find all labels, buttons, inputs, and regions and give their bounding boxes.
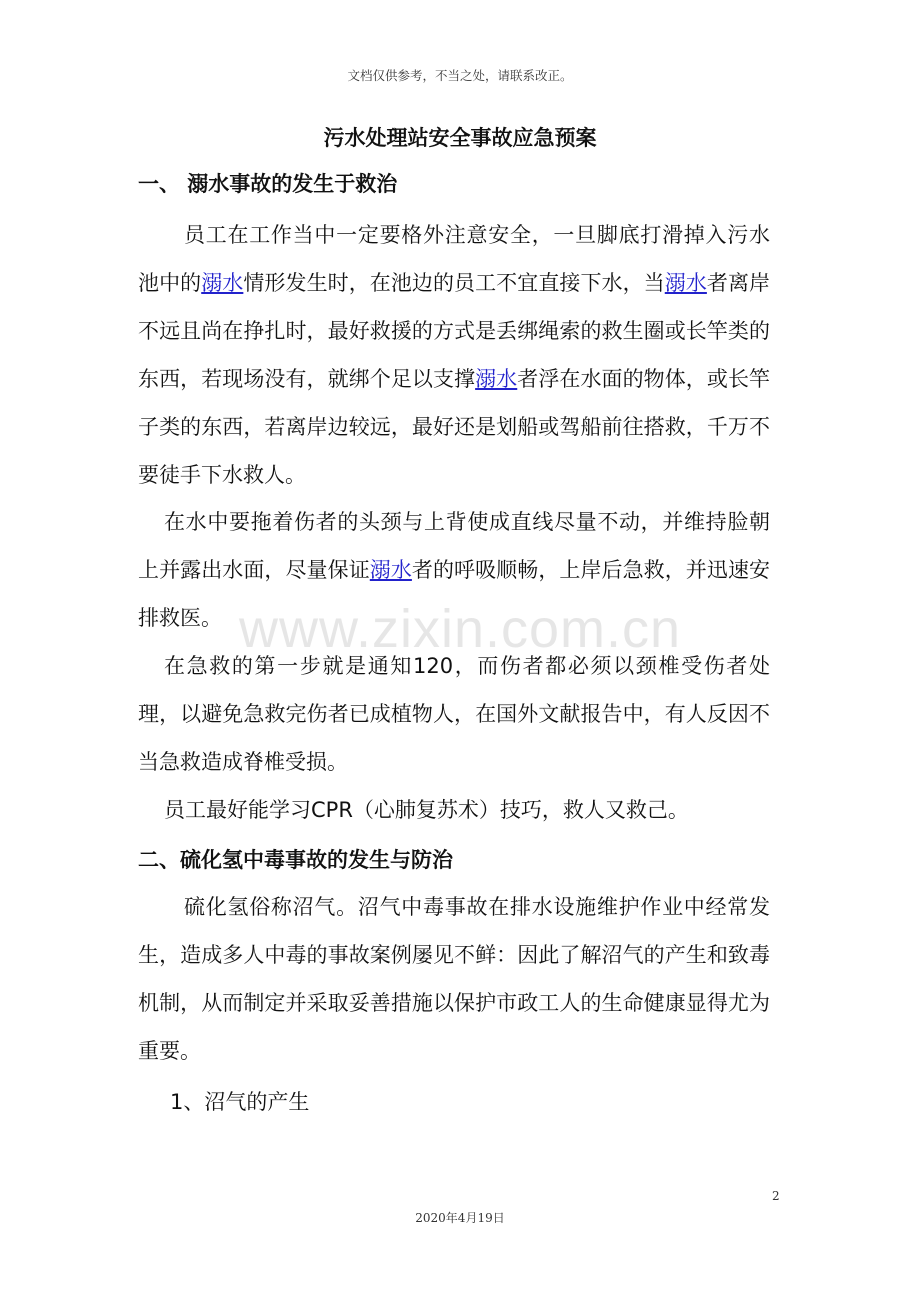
drowning-link[interactable]: 溺水 — [664, 271, 707, 295]
page-number: 2 — [772, 1189, 780, 1203]
paragraph-first-aid: 在急救的第一步就是通知120，而伤者都必须以颈椎受伤者处理，以避免急救完伤者已成植物人，在国外文献报告中，有人反因不当急救造成脊椎受损。 — [138, 654, 770, 774]
watermark-text: www.zixin.com.cn — [238, 599, 682, 659]
paragraph-cpr: 员工最好能学习CPR（心肺复苏术）技巧，救人又救己。 — [164, 798, 689, 822]
paragraph-drowning-rescue — [138, 211, 770, 499]
paragraph-text: 在水中要拖着伤者的头颈与上背使成直线尽量不动，并维持脸朝上并露出水面，尽量保证 — [138, 510, 770, 582]
drowning-link[interactable]: 溺水 — [369, 558, 412, 582]
paragraph-in-water-handling — [138, 498, 770, 642]
section-heading-h2s: 二、硫化氢中毒事故的发生与防治 — [138, 848, 453, 872]
drowning-link[interactable]: 溺水 — [201, 271, 244, 295]
section-heading-drowning: 一、 溺水事故的发生于救治 — [138, 172, 398, 196]
drowning-link[interactable]: 溺水 — [475, 367, 518, 391]
footer-date: 2020年4月19日 — [415, 1211, 505, 1225]
document-title: 污水处理站安全事故应急预案 — [323, 126, 597, 150]
paragraph-text: 者的呼吸顺畅，上岸后急救，并迅速安排救医。 — [138, 558, 771, 630]
paragraph-text: 者浮在水面的物体，或长竿子类的东西，若离岸边较远，最好还是划船或驾船前往搭救，千万不要徒手下水救人。 — [138, 367, 771, 487]
paragraph-h2s-intro: 硫化氢俗称沼气。沼气中毒事故在排水设施维护作业中经常发生，造成多人中毒的事故案例屡见不鲜：因此了解沼气的产生和致毒机制，从而制定并采取妥善措施以保护市政工人的生命健康显得尤为重要。 — [138, 895, 770, 1063]
paragraph-text: 员工在工作当中一定要格外注意安全，一旦脚底打滑掉入污水池中的 — [138, 223, 770, 295]
subheading-biogas-origin: 1、沼气的产生 — [170, 1090, 310, 1114]
paragraph-text: 者离岸不远且尚在挣扎时，最好救援的方式是丢绑绳索的救生圈或长竿类的东西，若现场没有，就绑个足以支撑 — [138, 271, 771, 391]
header-disclaimer: 文档仅供参考，不当之处，请联系改正。 — [347, 68, 573, 83]
paragraph-text: 情形发生时，在池边的员工不宜直接下水，当 — [243, 271, 665, 295]
